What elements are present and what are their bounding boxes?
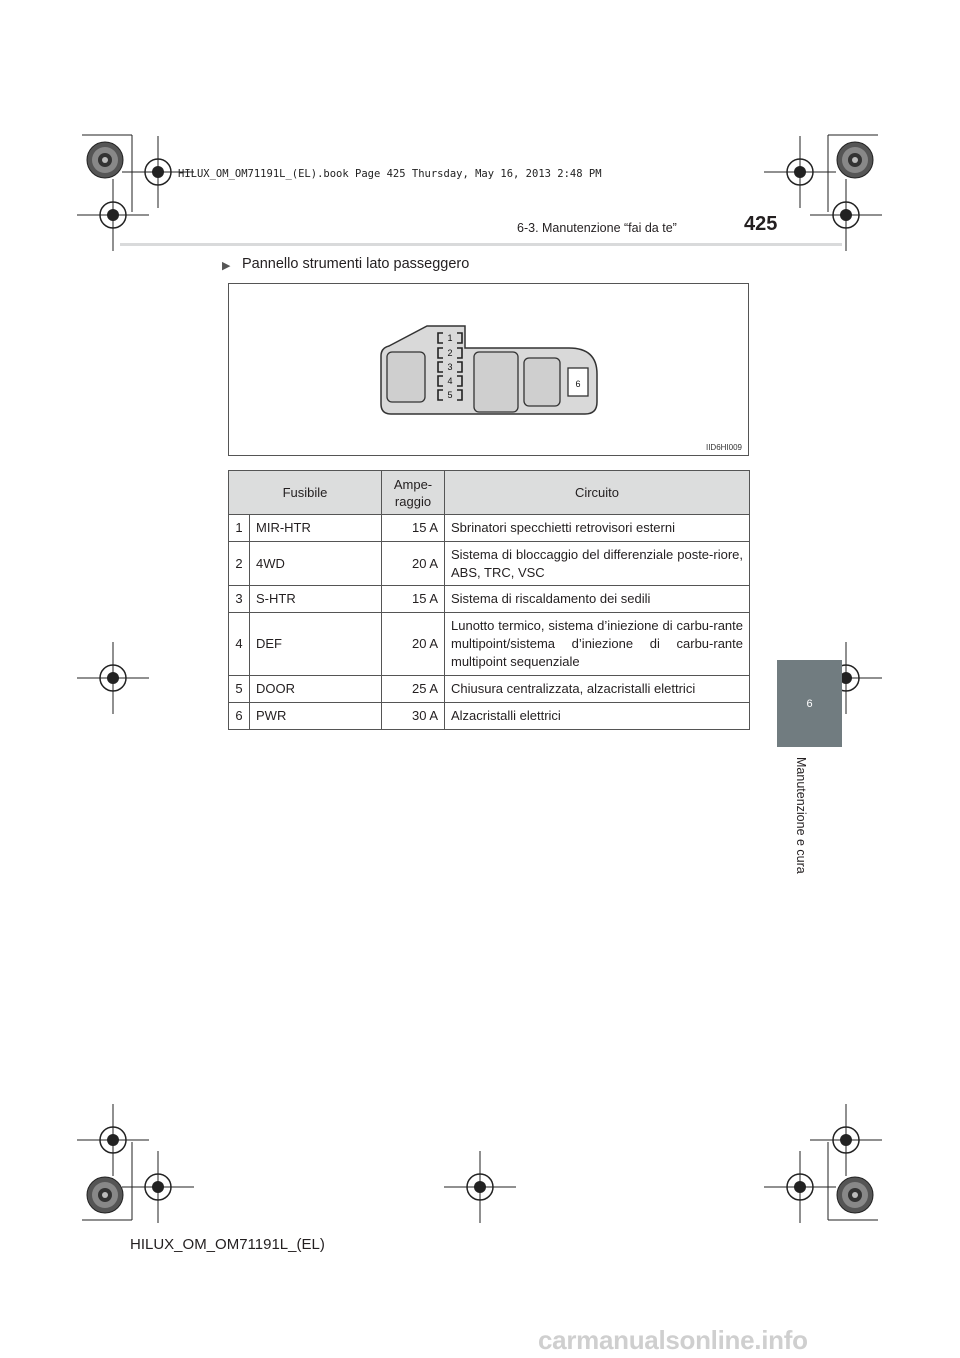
figure-code: IID6HI009 [705,443,742,452]
section-title: 6-3. Manutenzione “fai da te” [517,221,677,235]
book-header: HILUX_OM_OM71191L_(EL).book Page 425 Thursday, May 16, 2013 2:48 PM [178,168,602,180]
triangle-bullet-icon: ▶ [222,260,231,272]
fuse-number: 1 [229,515,250,542]
fuse-label: 5 [447,390,453,400]
fuse-circuit: Chiusura centralizzata, alzacristalli elettrici [445,676,750,703]
header-rule [120,243,842,246]
relay-block [474,352,518,412]
fuse-label: 1 [447,333,453,343]
header-amperaggio: Ampe- raggio [382,471,445,515]
fuse-label: 6 [575,379,581,389]
fuse-amperage: 20 A [382,613,445,676]
fuse-name: MIR-HTR [250,515,382,542]
chapter-tab-number: 6 [806,698,813,710]
chapter-tab-label: Manutenzione e cura [794,757,808,874]
fuse-amperage: 15 A [382,515,445,542]
fuse-name: 4WD [250,542,382,586]
fuse-circuit: Sbrinatori specchietti retrovisori esterni [445,515,750,542]
subheading: Pannello strumenti lato passeggero [242,256,470,272]
fuse-name: DEF [250,613,382,676]
fuse-name: DOOR [250,676,382,703]
fuse-table [228,470,750,730]
fuse-label: 3 [447,362,453,372]
fuse-box-illustration [229,284,748,455]
fuse-amperage: 25 A [382,676,445,703]
fuse-name: PWR [250,703,382,730]
fuse-amperage: 15 A [382,586,445,613]
relay-block [524,358,560,406]
header-fusibile: Fusibile [229,471,382,515]
fuse-label: 4 [447,376,453,386]
fuse-amperage: 20 A [382,542,445,586]
table-row [229,586,750,613]
table-header-row [229,471,750,515]
fuse-circuit: Alzacristalli elettrici [445,703,750,730]
table-row [229,703,750,730]
fuse-label: 2 [447,348,453,358]
fuse-number: 2 [229,542,250,586]
relay-block [387,352,425,402]
document-code: HILUX_OM_OM71191L_(EL) [130,1236,325,1253]
fuse-number: 4 [229,613,250,676]
header-circuito: Circuito [445,471,750,515]
fuse-circuit: Lunotto termico, sistema d’iniezione di carbu-rante multipoint/sistema d’iniezione di carbu-rante multipoint sequenziale [445,613,750,676]
page-number: 425 [744,213,778,235]
table-row [229,613,750,676]
fuse-number: 3 [229,586,250,613]
watermark: carmanualsonline.info [538,1325,808,1355]
fuse-circuit: Sistema di bloccaggio del differenziale poste-riore, ABS, TRC, VSC [445,542,750,586]
fuse-number: 6 [229,703,250,730]
table-row [229,676,750,703]
table-row [229,542,750,586]
fuse-name: S-HTR [250,586,382,613]
fuse-circuit: Sistema di riscaldamento dei sedili [445,586,750,613]
table-row [229,515,750,542]
fuse-number: 5 [229,676,250,703]
fuse-box-figure [228,283,749,456]
fuse-amperage: 30 A [382,703,445,730]
